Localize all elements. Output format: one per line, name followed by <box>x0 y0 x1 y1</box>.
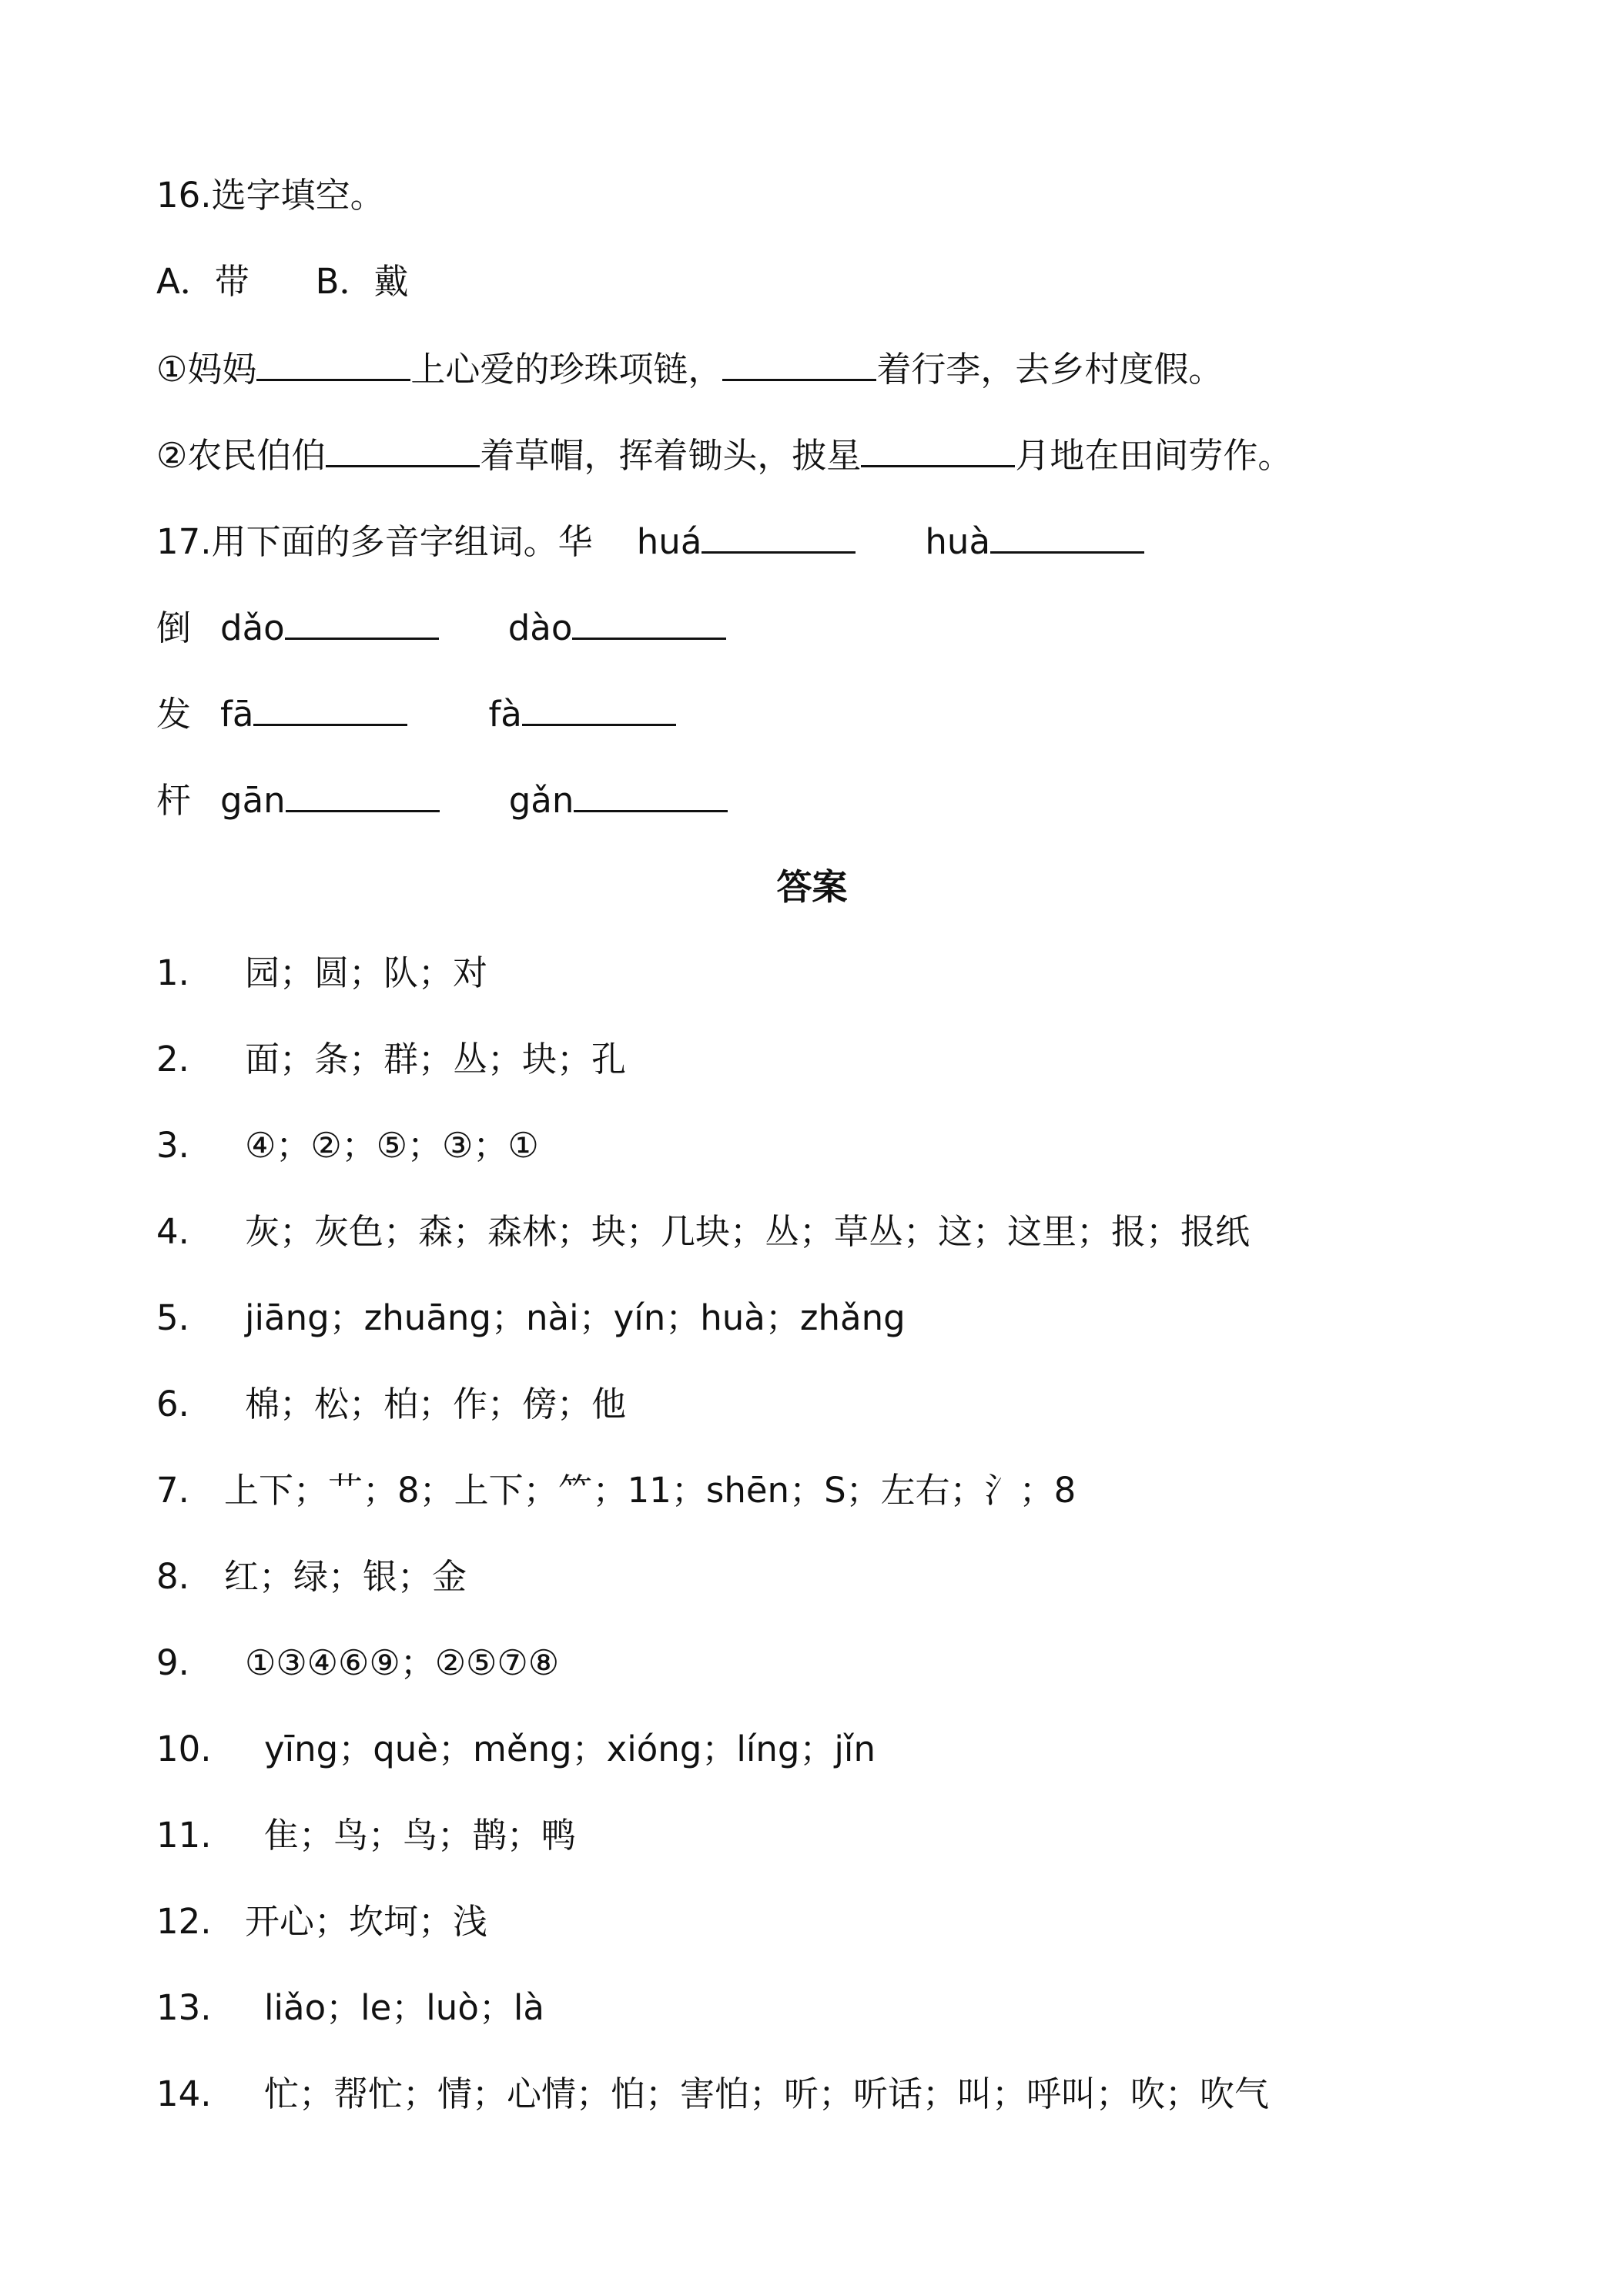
answer-text: ①③④⑥⑨；②⑤⑦⑧ <box>245 1642 560 1683</box>
sentence-text: 着行李，去乡村度假。 <box>876 349 1224 390</box>
answer-number: 10. <box>156 1729 212 1769</box>
answer-number: 13. <box>156 1987 212 2028</box>
answer-item <box>156 1640 559 1686</box>
pinyin-label: fā <box>220 694 254 735</box>
answer-number: 6. <box>156 1384 189 1424</box>
question-17-line-gan <box>156 776 728 824</box>
answer-text: 忙；帮忙；情；心情；怕；害怕；听；听话；叫；呼叫；吹；吹气 <box>264 2073 1270 2114</box>
question-16-title: 16.选字填空。 <box>156 175 385 216</box>
answers-heading: 答案 <box>776 866 848 908</box>
sentence-text: 月地在田间劳作。 <box>1015 435 1293 476</box>
answer-item <box>156 1899 487 1945</box>
answer-item <box>156 1036 626 1083</box>
answer-item <box>156 2071 1269 2117</box>
answer-text: yīng；què；měng；xióng；líng；jǐn <box>264 1729 876 1769</box>
answer-item <box>156 1295 906 1341</box>
answer-number: 3. <box>156 1125 189 1166</box>
question-17-line-fa <box>156 690 676 738</box>
fill-blank[interactable] <box>256 345 410 381</box>
fill-blank[interactable] <box>285 604 439 640</box>
question-16-options: A．带 B．戴 <box>156 261 409 302</box>
pinyin-label: gān <box>220 780 286 821</box>
answer-item <box>156 1209 1250 1255</box>
answer-number: 5. <box>156 1297 189 1338</box>
fill-blank[interactable] <box>253 690 407 726</box>
question-16-sentence-1 <box>156 345 1223 393</box>
fill-blank[interactable] <box>861 431 1015 467</box>
answer-text: 面；条；群；丛；块；孔 <box>245 1039 627 1079</box>
answer-text: 灰；灰色；森；森林；块；几块；丛；草丛；这；这里；报；报纸 <box>245 1211 1251 1252</box>
polyphone-char: 杆 <box>156 780 192 821</box>
answer-text: jiāng；zhuāng；nài；yín；huà；zhǎng <box>245 1297 906 1338</box>
pinyin-label: fà <box>488 694 522 735</box>
pinyin-label: dào <box>507 607 573 648</box>
question-16-sentence-2 <box>156 431 1292 479</box>
question-17-line-hua <box>156 517 1144 565</box>
answer-number: 11. <box>156 1815 212 1856</box>
answer-number: 4. <box>156 1211 189 1252</box>
pinyin-label: huà <box>925 521 991 562</box>
question-17-title: 17.用下面的多音字组词。华 huá <box>156 521 702 562</box>
answer-number: 1. <box>156 952 189 993</box>
sentence-text: ①妈妈 <box>156 349 257 390</box>
fill-blank[interactable] <box>702 517 856 554</box>
answer-text: ④；②；⑤；③；① <box>245 1125 539 1166</box>
answer-number: 8. <box>156 1556 189 1597</box>
sentence-text: 上心爱的珍珠项链， <box>410 349 723 390</box>
fill-blank[interactable] <box>522 690 676 726</box>
fill-blank[interactable] <box>326 431 480 467</box>
answer-item <box>156 1123 539 1169</box>
answer-text: 红；绿；银；金 <box>224 1556 467 1597</box>
fill-blank[interactable] <box>574 776 728 812</box>
answer-item <box>156 950 487 996</box>
answer-item <box>156 1554 467 1600</box>
pinyin-label: gǎn <box>508 780 574 821</box>
pinyin-label: dǎo <box>220 607 285 648</box>
answer-item <box>156 1381 626 1427</box>
answer-number: 12. <box>156 1901 212 1942</box>
fill-blank[interactable] <box>990 517 1144 554</box>
answer-text: 棉；松；柏；作；傍；他 <box>245 1384 627 1424</box>
answer-text: 开心；坎坷；浅 <box>245 1901 488 1942</box>
answer-item <box>156 1468 1076 1514</box>
answer-number: 9. <box>156 1642 189 1683</box>
answer-item <box>156 1726 876 1772</box>
sentence-text: 着草帽，挥着锄头，披星 <box>480 435 862 476</box>
answer-text: 上下；艹；8；上下；⺮；11；shēn；S；左右；氵；8 <box>224 1470 1077 1511</box>
polyphone-char: 发 <box>156 694 192 735</box>
fill-blank[interactable] <box>286 776 440 812</box>
answer-item <box>156 1812 576 1859</box>
fill-blank[interactable] <box>722 345 876 381</box>
answer-number: 14. <box>156 2073 212 2114</box>
polyphone-char: 倒 <box>156 607 192 648</box>
answer-number: 2. <box>156 1039 189 1079</box>
answer-text: 隹；鸟；鸟；鹊；鸭 <box>264 1815 577 1856</box>
sentence-text: ②农民伯伯 <box>156 435 326 476</box>
fill-blank[interactable] <box>572 604 726 640</box>
answer-item <box>156 1985 544 2031</box>
answer-text: 园；圆；队；对 <box>245 952 488 993</box>
answer-text: liǎo；le；luò；là <box>264 1987 544 2028</box>
question-17-line-dao <box>156 604 726 651</box>
answer-number: 7. <box>156 1470 189 1511</box>
